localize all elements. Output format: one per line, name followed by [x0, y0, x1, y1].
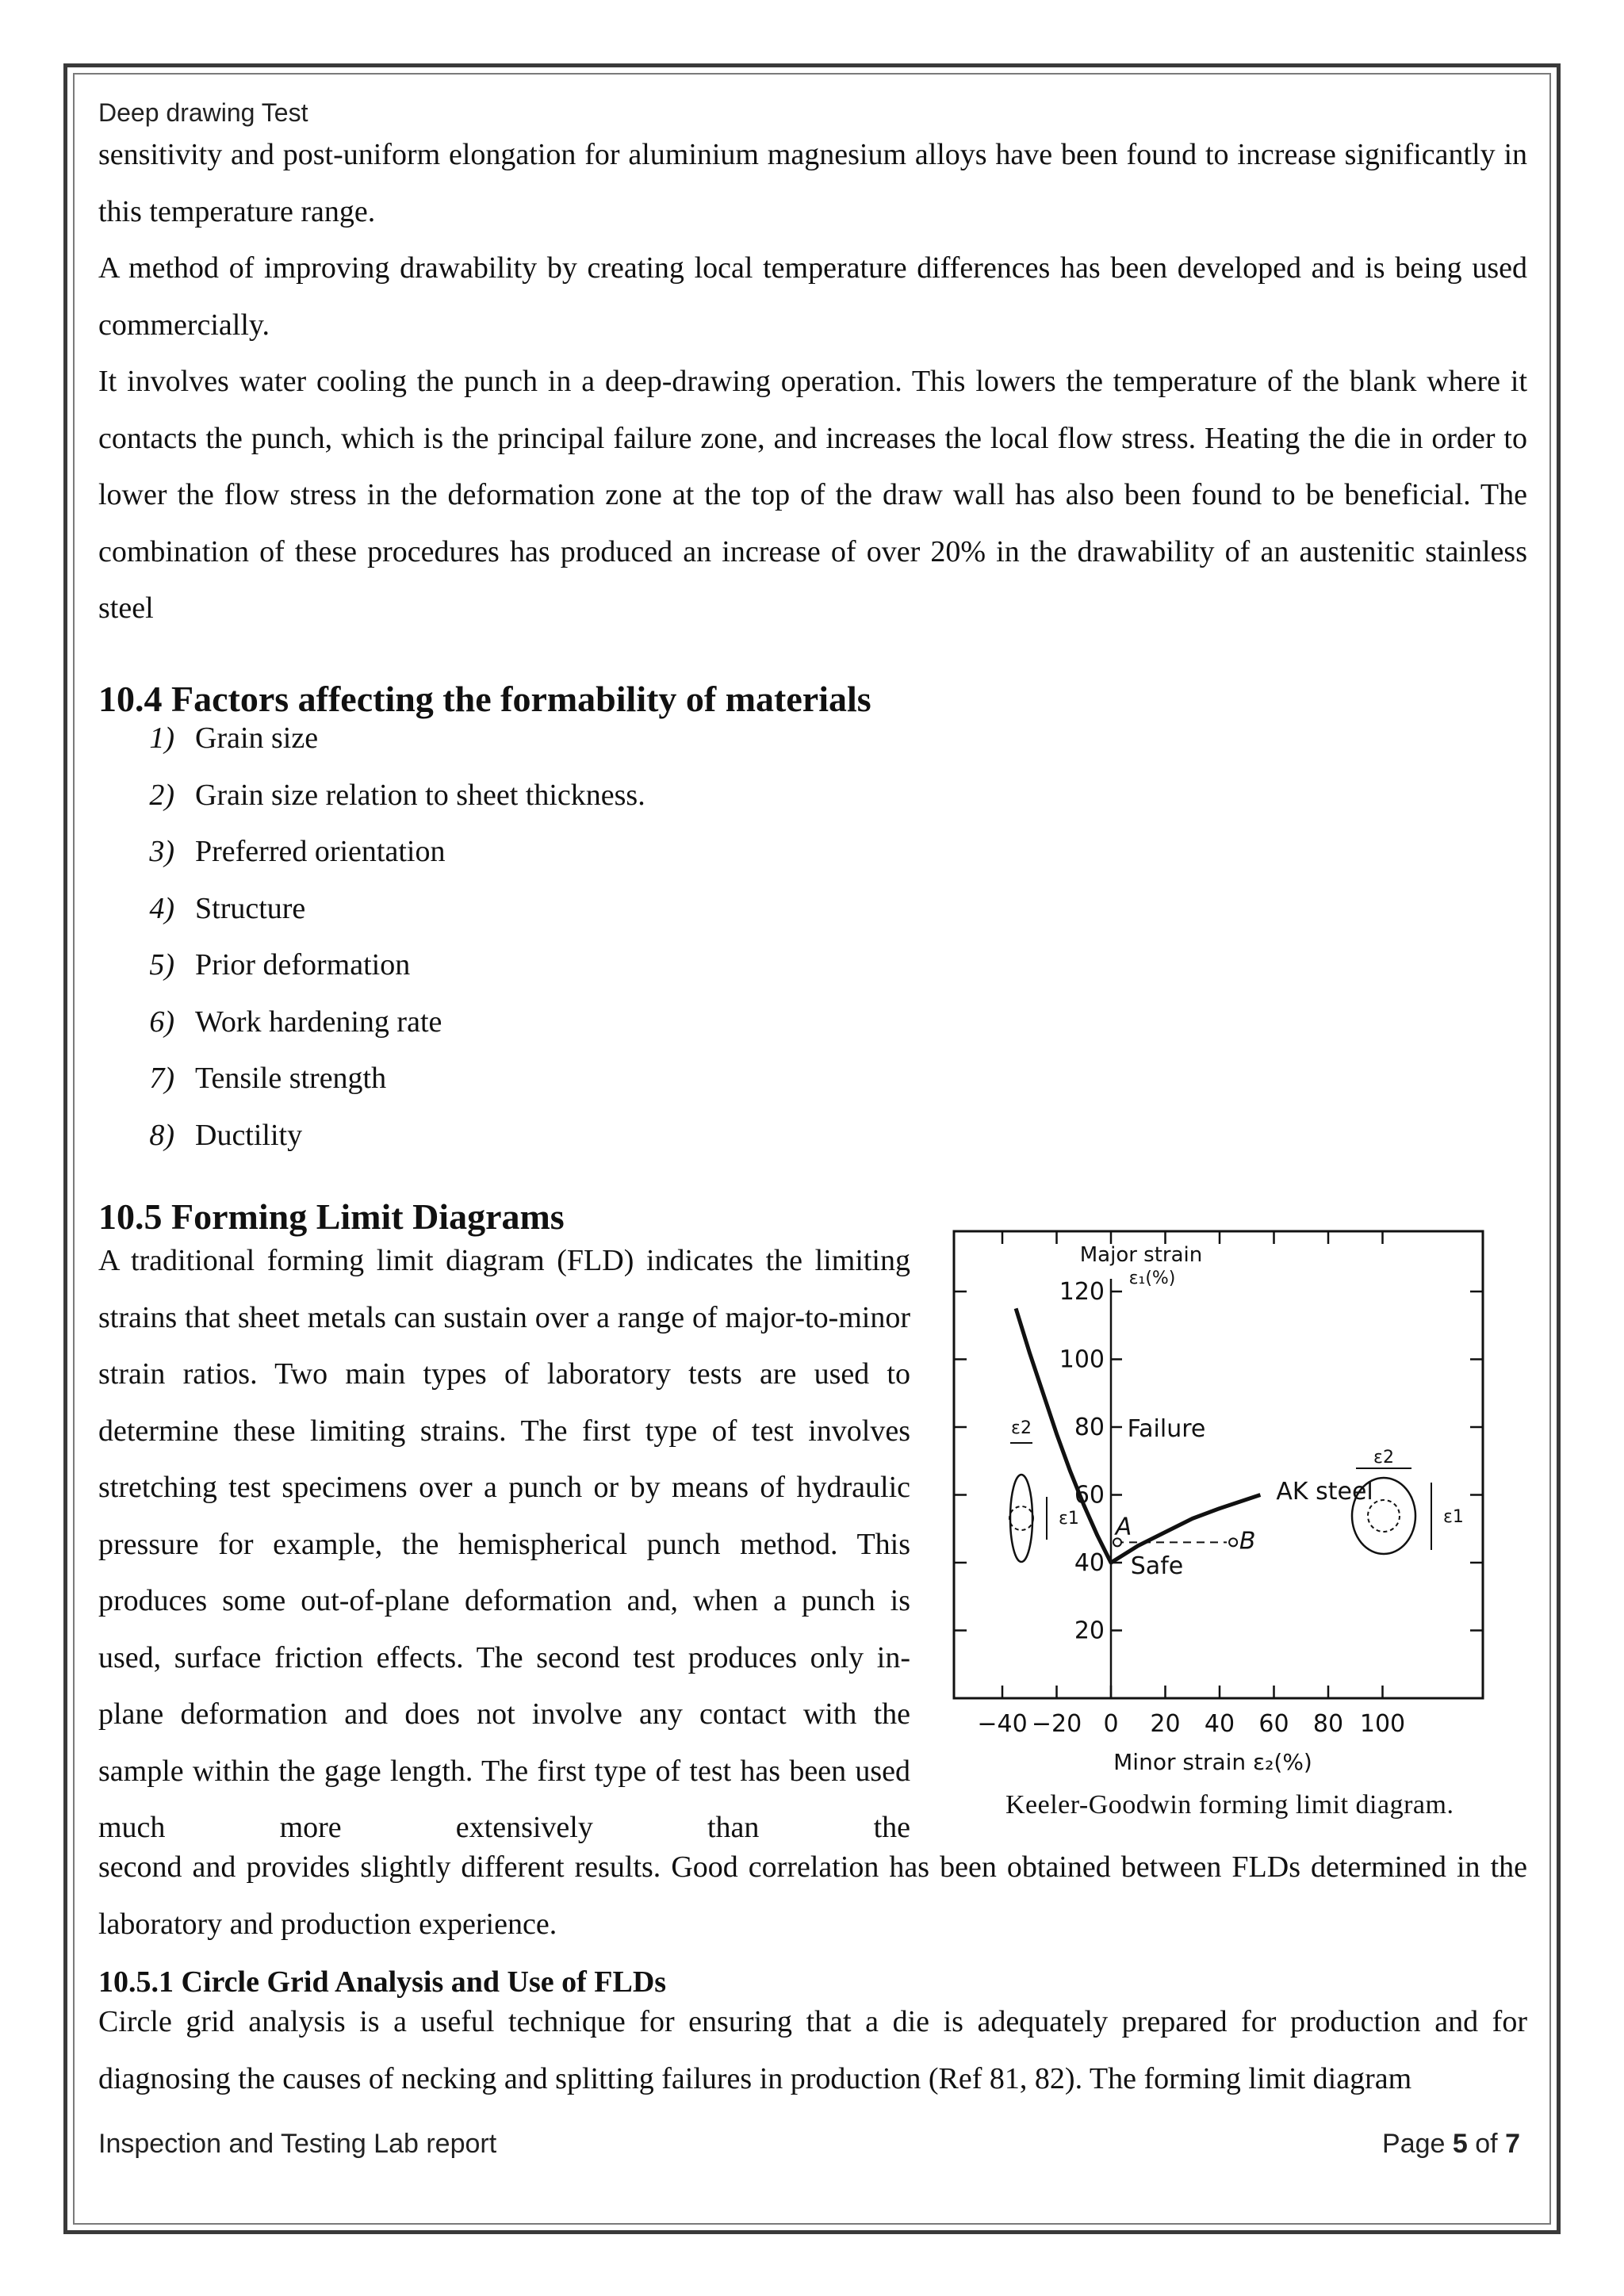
list-item — [98, 1108, 645, 1165]
figure-caption: Keeler-Goodwin forming limit diagram. — [1005, 1790, 1454, 1820]
page-of: of — [1475, 2129, 1498, 2159]
y-tick-label: 100 — [1059, 1345, 1105, 1374]
section-10-5-1-title: 10.5.1 Circle Grid Analysis and Use of FLDs — [98, 1965, 667, 1999]
inset-left-e1-label: ε1 — [1059, 1509, 1079, 1529]
x-tick-label: 40 — [1204, 1710, 1235, 1738]
list-item-number: 2) — [149, 778, 174, 812]
list-item — [98, 881, 645, 938]
list-item-number: 5) — [149, 948, 174, 982]
list-item — [98, 937, 645, 994]
list-item — [98, 1050, 645, 1108]
x-axis-title: Minor strain ε₂(%) — [1113, 1749, 1312, 1775]
list-item-number: 1) — [149, 721, 174, 755]
figure-ticks — [954, 1231, 1483, 1698]
point-b-label: B — [1239, 1527, 1256, 1556]
list-item-number: 4) — [149, 891, 174, 925]
x-tick-label: 80 — [1312, 1710, 1344, 1738]
page-total: 7 — [1505, 2129, 1520, 2159]
factor-list — [98, 710, 645, 1164]
figure-frame — [954, 1231, 1483, 1698]
list-item-number: 7) — [149, 1062, 174, 1095]
plot-frame — [954, 1231, 1483, 1698]
y-tick-label: 40 — [1074, 1549, 1105, 1577]
x-tick-label: −40 — [977, 1710, 1028, 1738]
figure-axes — [977, 1243, 1405, 1775]
point-b-marker — [1229, 1538, 1237, 1546]
y-tick-label: 120 — [1059, 1278, 1105, 1306]
section-10-4-title: 10.4 Factors affecting the formability of materials — [98, 679, 871, 719]
intro-paragraph-3: It involves water cooling the punch in a deep-drawing operation. This lowers the temperature of the blank where it contacts the punch, which is the principal failure zone, and increases the local flow stress. Heating the die in order to lower the flow stress in the deformation zone at the top of the draw wall has also been found to be beneficial. The combination of these procedures has produced an increase of over 20% in the drawability of an austenitic stainless steel — [98, 365, 1527, 625]
point-a-label: A — [1115, 1513, 1132, 1541]
list-item-text: Grain size — [195, 721, 319, 755]
list-item-number: 8) — [149, 1118, 174, 1152]
list-item-text: Work hardening rate — [195, 1004, 442, 1039]
y-tick-label: 80 — [1074, 1414, 1105, 1441]
list-item-text: Grain size relation to sheet thickness. — [195, 778, 645, 812]
footer-report-title: Inspection and Testing Lab report — [98, 2129, 497, 2159]
inset-left-e2-label: ε2 — [1011, 1418, 1032, 1438]
x-tick-label: −20 — [1031, 1710, 1082, 1738]
fld-paragraph-wrapped: A traditional forming limit diagram (FLD) indicates the limiting strains that sheet metals can sustain over a range of major-to-minor strain ratios. Two main types of laboratory tests are used to determine these limiting strains. The first type of test involves stretching test specimens over a punch or by means of hydraulic pressure for example, the hemispherical punch method. This produces some out-of-plane deformation and, when a punch is used, surface friction effects. The second test produces only in-plane deformation and does not involve any contact with the sample within the gage length. The first type of test has been used much more extensively than the — [98, 1244, 910, 1844]
list-item-text: Prior deformation — [195, 948, 411, 982]
y-tick-label: 20 — [1074, 1617, 1105, 1645]
list-item-number: 6) — [149, 1004, 174, 1039]
inset-right-ellipse — [1352, 1478, 1415, 1554]
x-tick-label: 100 — [1359, 1710, 1406, 1738]
list-item — [98, 824, 645, 881]
list-item — [98, 710, 645, 767]
x-tick-label: 0 — [1103, 1710, 1119, 1738]
y-tick-label: 60 — [1074, 1481, 1105, 1510]
series-label-ak-steel: AK steel — [1276, 1478, 1373, 1506]
intro-paragraph-2: A method of improving drawability by creating local temperature differences has been developed and is being used commercially. — [98, 251, 1527, 342]
region-label-safe: Safe — [1130, 1552, 1184, 1580]
x-tick-label: 20 — [1150, 1710, 1181, 1738]
inset-left-circle — [1009, 1506, 1033, 1530]
intro-paragraph-1: sensitivity and post-uniform elongation for aluminium magnesium alloys have been found to increase significantly in this temperature range. — [98, 138, 1527, 228]
page-prefix: Page — [1382, 2129, 1446, 2159]
y-axis-title: Major strain — [1079, 1243, 1203, 1267]
running-header: Deep drawing Test — [98, 98, 308, 127]
page-current: 5 — [1452, 2129, 1468, 2159]
list-item-text: Structure — [195, 891, 306, 925]
fld-figure — [936, 1213, 1538, 1839]
section-10-5-title: 10.5 Forming Limit Diagrams — [98, 1196, 565, 1237]
region-label-failure: Failure — [1127, 1415, 1206, 1443]
circle-grid-paragraph: Circle grid analysis is a useful technique for ensuring that a die is adequately prepared for production and for diagnosing the causes of necking and splitting failures in production (Ref 81, 82). The forming limit diagram — [98, 2005, 1527, 2095]
inset-right-e2-label: ε2 — [1373, 1448, 1394, 1468]
list-item — [98, 767, 645, 825]
list-item-text: Preferred orientation — [195, 835, 446, 868]
inset-left-ellipse — [1010, 1475, 1032, 1562]
x-tick-label: 60 — [1258, 1710, 1289, 1738]
list-item-text: Ductility — [195, 1118, 303, 1152]
fld-paragraph-continued: second and provides slightly different results. Good correlation has been obtained between FLDs determined in the laboratory and production experience. — [98, 1850, 1527, 1941]
list-item-number: 3) — [149, 835, 174, 868]
footer-page-number — [1382, 2129, 1520, 2160]
y-axis-unit: ε₁(%) — [1128, 1269, 1176, 1288]
inset-right-e1-label: ε1 — [1443, 1507, 1464, 1527]
list-item-text: Tensile strength — [195, 1062, 387, 1095]
list-item — [98, 994, 645, 1051]
